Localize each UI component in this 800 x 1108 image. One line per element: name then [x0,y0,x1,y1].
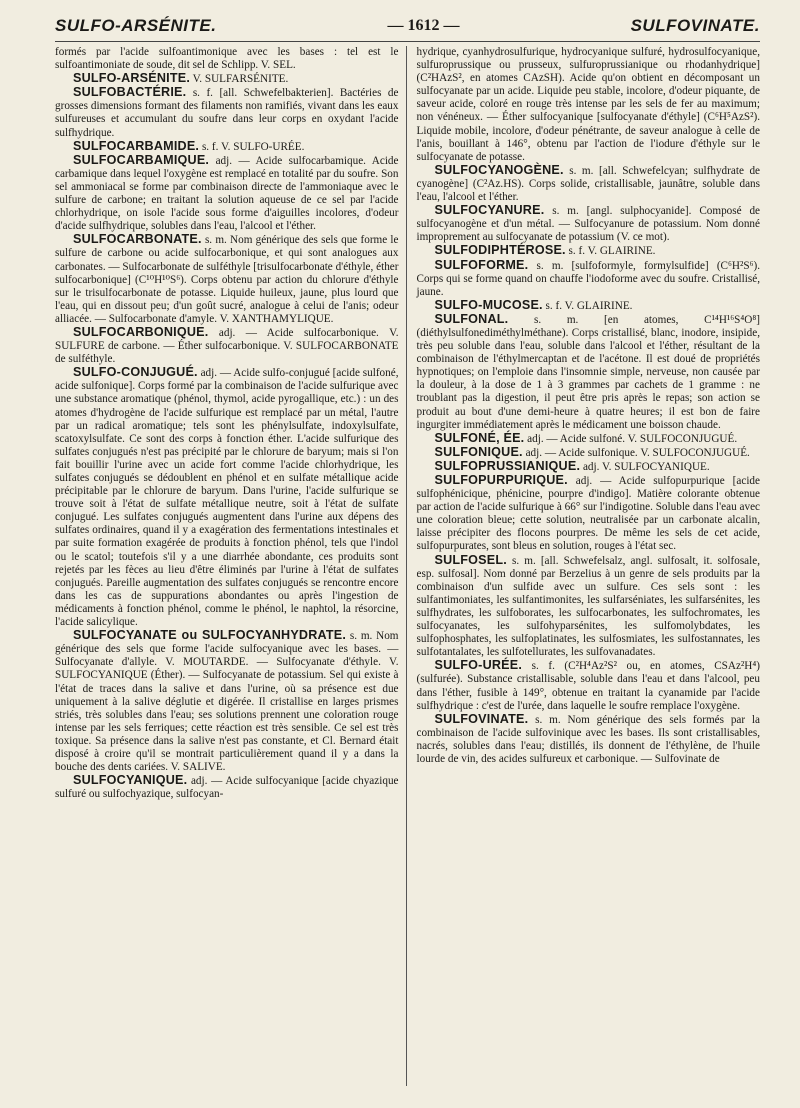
entry-definition: s. m. [sulfoformyle, formylsulfide] (C⁶H²S⁶). Corps qui se forme quand on chauffe l'iodoforme avec du soufre. Cristallisé, jaune. [416,259,760,298]
entry-headword: SULFODIPHTÉROSE. [434,243,566,258]
dictionary-entry-sulfocarbonique [55,326,399,366]
left-column [55,46,399,1086]
entry-headword: SULFOPURPURIQUE. [434,473,568,487]
entry-definition: adj. — Acide sulfocarbamique. Acide carbamique dans lequel l'oxygène est remplacé en totalité par du soufre. Son sel ammoniacal se forme par combinaison directe de l'ammoniaque avec le sulfure de carbone; en traitant la solution aqueuse de ce sel par l'acide chlorhydrique, on isole l'acide sous forme d'aiguilles incolores, d'odeur d'acide sulfhydrique, solubles dans l'eau, l'alcool et l'éther. [55,154,399,233]
page-number: — 1612 — [387,17,460,34]
dictionary-entry-sulfocyanique [55,774,399,801]
dictionary-entry-sulfodiphterose [417,244,761,258]
dictionary-entry-sulfoprussianique [417,460,761,474]
dictionary-entry-sulfovinate [417,713,761,766]
entry-definition: s. m. [all. Schwefelsalz, angl. sulfosalt, it. solfosale, esp. sulfosal]. Nom donné par Berzelius à un genre de sels produits par la combinaison d'un sulfide avec un sulfure. Ces sels sont : les sulfantimoniates, les sulfantimonites, les sulfarséniates, les sulfarsénites, les sulfhydrates, les sulfoborates, les sulfocarbonates, les sulfochromates, les sulfocyanates, les sulfohyparsénites, les sulfomolybdates, les sulfophosphates, les sulfoplatinates, les sulfosmiates, les sulfostannates, les sulfotantalates, les sulfotellurates, les sulfovanadates. [416,554,760,659]
entry-definition: V. SULFARSÉNITE. [192,73,289,86]
entry-definition: s. m. Nom générique des sels formés par la combinaison de l'acide sulfovinique avec les bases. Ils sont cristallisables, nacrés, solubles dans l'eau; distillés, ils donnent de l'éthylène, de l'huile lourde de vin, des acides sulfureux et carbonique. — Sulfovinate de [416,713,760,765]
dictionary-entry-sulfo-uree [417,659,761,712]
running-header [55,14,760,38]
dictionary-entry-sulfone [417,432,761,446]
dictionary-entry-sulfocarbamide [55,140,399,154]
right-column [406,46,761,1086]
entry-definition: hydrique, cyanhydrosulfurique, hydrocyanique sulfuré, hydrosulfocyanique, sulfuroprussique ou prusseux, sulfuroprussianique ou rhodanhydrique] (C²HAzS², en atomes CAzSH). Acide qu'on obtient en décomposant un sulfocyanate par un acide. Liquide peu stable, incolore, d'odeur piquante, de saveur acide, coloré en rouge très intense par les sels de fer au maximum; non vénéneux. — Éther sulfocyanique [sulfocyanate d'éthyle] (C⁶H⁵AzS²). Liquide mobile, incolore, d'odeur pénétrante, de saveur analogue à celle de l'anis, bouillant à 146°, obtenu par l'action de l'iodure d'éthyle sur le sulfocyanate de potasse. [416,46,760,163]
entry-headword: SULFOPRUSSIANIQUE. [434,458,581,473]
entry-headword: SULFOCYANATE ou SULFOCYANHYDRATE. [73,628,347,643]
dictionary-entry-sulfocyanogene [417,164,761,204]
entry-definition: adj. — Acide sulfocarbonique. V. SULFURE de carbone. — Éther sulfocarbonique. V. SULFOCARBONATE de sulféthyle. [55,326,399,366]
entry-headword: SULFOFORME. [434,257,529,272]
entry-definition: s. f. [all. Schwefelbakterien]. Bactéries de grosses dimensions formant des filaments non ramifiés, vivant dans les eaux sulfureuses et accumulant du soufre dans leur corps en oxydant l'acide sulfhydrique. [55,87,399,139]
dictionary-entry-sulfo-mucose [417,299,761,313]
entry-headword: SULFONÉ, ÉE. [434,430,525,445]
entry-headword: SULFOVINATE. [434,711,529,726]
entry-headword: SULFOCARBAMIDE. [73,138,200,153]
dictionary-entry-sulfonal [417,313,761,432]
entry-headword: SULFONAL. [434,311,509,326]
entry-headword: SULFOBACTÉRIE. [73,85,187,100]
dictionary-entry-sulfocyanure [417,204,761,244]
entry-headword: SULFOCYANIQUE. [73,773,188,788]
entry-definition: adj. — Acide sulfoné. V. SULFOCONJUGUÉ. [527,432,738,445]
entry-definition: s. f. V. GLAIRINE. [568,245,656,258]
entry-headword: SULFO-MUCOSE. [434,297,543,312]
entry-headword: SULFO-URÉE. [434,658,523,673]
dictionary-entry-cont2 [417,46,761,164]
entry-headword: SULFOCARBONATE. [73,232,202,247]
header-rule [55,41,760,42]
entry-definition: s. m. Nom générique des sels que forme le sulfure de carbone ou acide sulfocarbonique, et qui sont analogues aux carbonates. — Sulfocarbonate de sulféthyle [trisulfocarbonate d'éthyle, éther sulfocarbonique] (C¹⁰H¹⁰S⁶). Corps obtenu par action du chlorure d'éthyle sur le trisulfocarbonate de potasse. Liquide huileux, jaune, plus lourd que l'eau, qui en dissout peu; d'un goût sucré, analogue à celui de l'anis; odeur alliacée. — Sulfocarbonate d'amyle. V. XANTHAMYLIQUE. [55,234,399,325]
dictionary-entry-sulfo-conjugue [55,366,399,629]
header-left-guide-word: SULFO-ARSÉNITE. [55,16,217,35]
dictionary-entry-sulfocarbonate [55,233,399,326]
entry-definition: adj. — Acide sulfocyanique [acide chyazique sulfuré ou sulfochyazique, sulfocyan- [55,775,399,801]
columns [55,46,760,1086]
dictionary-entry-cont1 [55,46,399,72]
entry-definition: s. m. [all. Schwefelcyan; sulfhydrate de cyanogène] (C²Az.HS). Corps solide, cristallisable, jaunâtre, soluble dans l'eau, l'alcool et l'éther. [416,164,760,204]
entry-headword: SULFOCYANURE. [434,203,545,218]
dictionary-entry-sulfopurpurique [417,474,761,554]
dictionary-entry-sulfosel [417,554,761,660]
header-right-guide-word: SULFOVINATE. [630,16,760,35]
entry-definition: adj. — Acide sulfopurpurique [acide sulfophénicique, phénicine, pourpre d'indigo]. Matière colorante obtenue par action de l'acide sulfurique à 66° sur l'indigotine. Soluble dans l'eau avec une coloration bleue; cette solution, neutralisée par un carbonate alcalin, laisse précipiter des flocons pourpres. De même les sels de cet acide, sulfopurpurates, sont bleus en solution, rouges à l'état sec. [416,475,760,553]
entry-headword: SULFONIQUE. [434,444,523,459]
entry-definition: s. m. Nom générique des sels que forme l'acide sulfocyanique avec les bases. — Sulfocyanate d'allyle. V. MOUTARDE. — Sulfocyanate d'éthyle. V. SULFOCYANIQUE (Éther). — Sulfocyanate de potassium. Sel qui existe à l'état de traces dans la salive et dans l'urine, où sa présence est due uniquement à la salive déglutie et digérée. Il cristallise en larges prismes striés, très solubles dans l'eau; ses solutions prennent une coloration rouge intense par les sels ferriques; cette réaction est très sensible. Ce sel est très toxique. Sa présence dans la salive n'est pas constante, et Cl. Bernard était disposé à croire qu'il se montrait particulièrement quand il y a dans la bouche des dents cariées. V. SALIVE. [55,630,399,774]
entry-headword: SULFOCARBAMIQUE. [73,152,210,167]
entry-definition: s. f. V. GLAIRINE. [545,299,633,312]
entry-definition: adj. — Acide sulfonique. V. SULFOCONJUGUÉ. [525,446,750,459]
dictionary-entry-sulfonique [417,446,761,460]
entry-definition: s. m. [angl. sulphocyanide]. Composé de sulfocyanogène et d'un métal. — Sulfocyanure de potassium. Nom donné improprement au sulfocyanate de potassium (V. ce mot). [416,205,760,244]
dictionary-entry-sulfocyanate [55,629,399,774]
entry-definition: adj. V. SULFOCYANIQUE. [582,460,710,473]
entry-headword: SULFOCYANOGÈNE. [434,162,564,177]
entry-definition: s. m. [en atomes, C¹⁴H¹⁶S⁴O⁸] (diéthylsulfonediméthylméthane). Corps cristallisé, blanc, inodore, insipide, très peu soluble dans l'eau, soluble dans l'alcool et l'éther, résultant de la combinaison de l'éthylmercaptan et de l'acétone. Il est doué de propriétés hypnotiques; on l'emploie dans l'insomnie simple, nerveuse, non causée par la douleur, à la dose de 1 à 3 grammes par cachets de 1 gramme : ne troublant pas la digestion, il peut être pris après le repas; son action se produit au bout d'une demi-heure à quatre heures; il est bon de faire ingurgiter immédiatement après le médicament une boisson chaude. [416,313,760,431]
entry-definition: formés par l'acide sulfoantimonique avec les bases : tel est le sulfoantimoniate de soude, dit sel de Schlipp. V. SEL. [55,46,399,72]
entry-headword: SULFO-CONJUGUÉ. [73,365,198,380]
entry-headword: SULFOCARBONIQUE. [73,324,209,339]
dictionary-entry-sulfoforme [417,259,761,299]
dictionary-entry-sulfocarbamique [55,154,399,234]
entry-headword: SULFO-ARSÉNITE. [73,71,191,86]
entry-definition: s. f. V. SULFO-URÉE. [201,140,305,153]
entry-definition: adj. — Acide sulfo-conjugué [acide sulfoné, acide sulfonique]. Corps formé par la combinaison de l'acide sulfurique avec une substance aromatique (phénol, thymol, acide pyrogallique, etc.) : un des atomes d'hydrogène de l'acide sulfurique est remplacé par un métal, l'autre par un radical aromatique; tels sont les phénylsulfate, indoxylsulfate, scatoxylsulfate. Ce sont des corps à fonction éther. L'acide sulfurique des sulfates conjugués n'est pas précipité par le chlorure de baryum; mais si l'on fait bouillir l'urine avec un acide fort comme l'acide chlorhydrique, les sulfates conjugués se dédoublent en phénol et en sulfate métallique acide précipitable par le chlorure de baryum. Dans l'urine, l'acide sulfurique se trouve soit à l'état de sulfate métallique neutre, soit à l'état de sulfate conjugué. Les sulfates conjugués augmentent dans l'urine aux dépens des sulfates ordinaires, quand il y a exagération des fermentations intestinales et par suite formation exagérée de produits à fonction phénol, tels que l'indol ou le scatol; toutefois s'il y a une diarrhée abondante, ces produits sont rejetés par les fèces au lieu d'être éliminés par l'urine à l'état de sulfates conjugués. Pareille augmentation des sulfates conjugués se rencontre encore dans les cas de suppurations abondantes ou après l'ingestion de médicaments à fonction phénol, comme le phénol, le naphtol, la résorcine, l'acide salicylique. [55,367,399,629]
entry-definition: s. f. (C²H⁴Az²S² ou, en atomes, CSAz²H⁴) (sulfurée). Substance cristallisable, soluble dans l'eau et dans l'alcool, peu dans l'éther, fusible à 149°, obtenue en traitant la cyanamide par l'acide sulfhydrique : c'est de l'urée, dans laquelle le soufre remplace l'oxygène. [416,660,760,712]
entry-headword: SULFOSEL. [434,552,507,567]
dictionary-entry-sulfobacterie [55,86,399,139]
